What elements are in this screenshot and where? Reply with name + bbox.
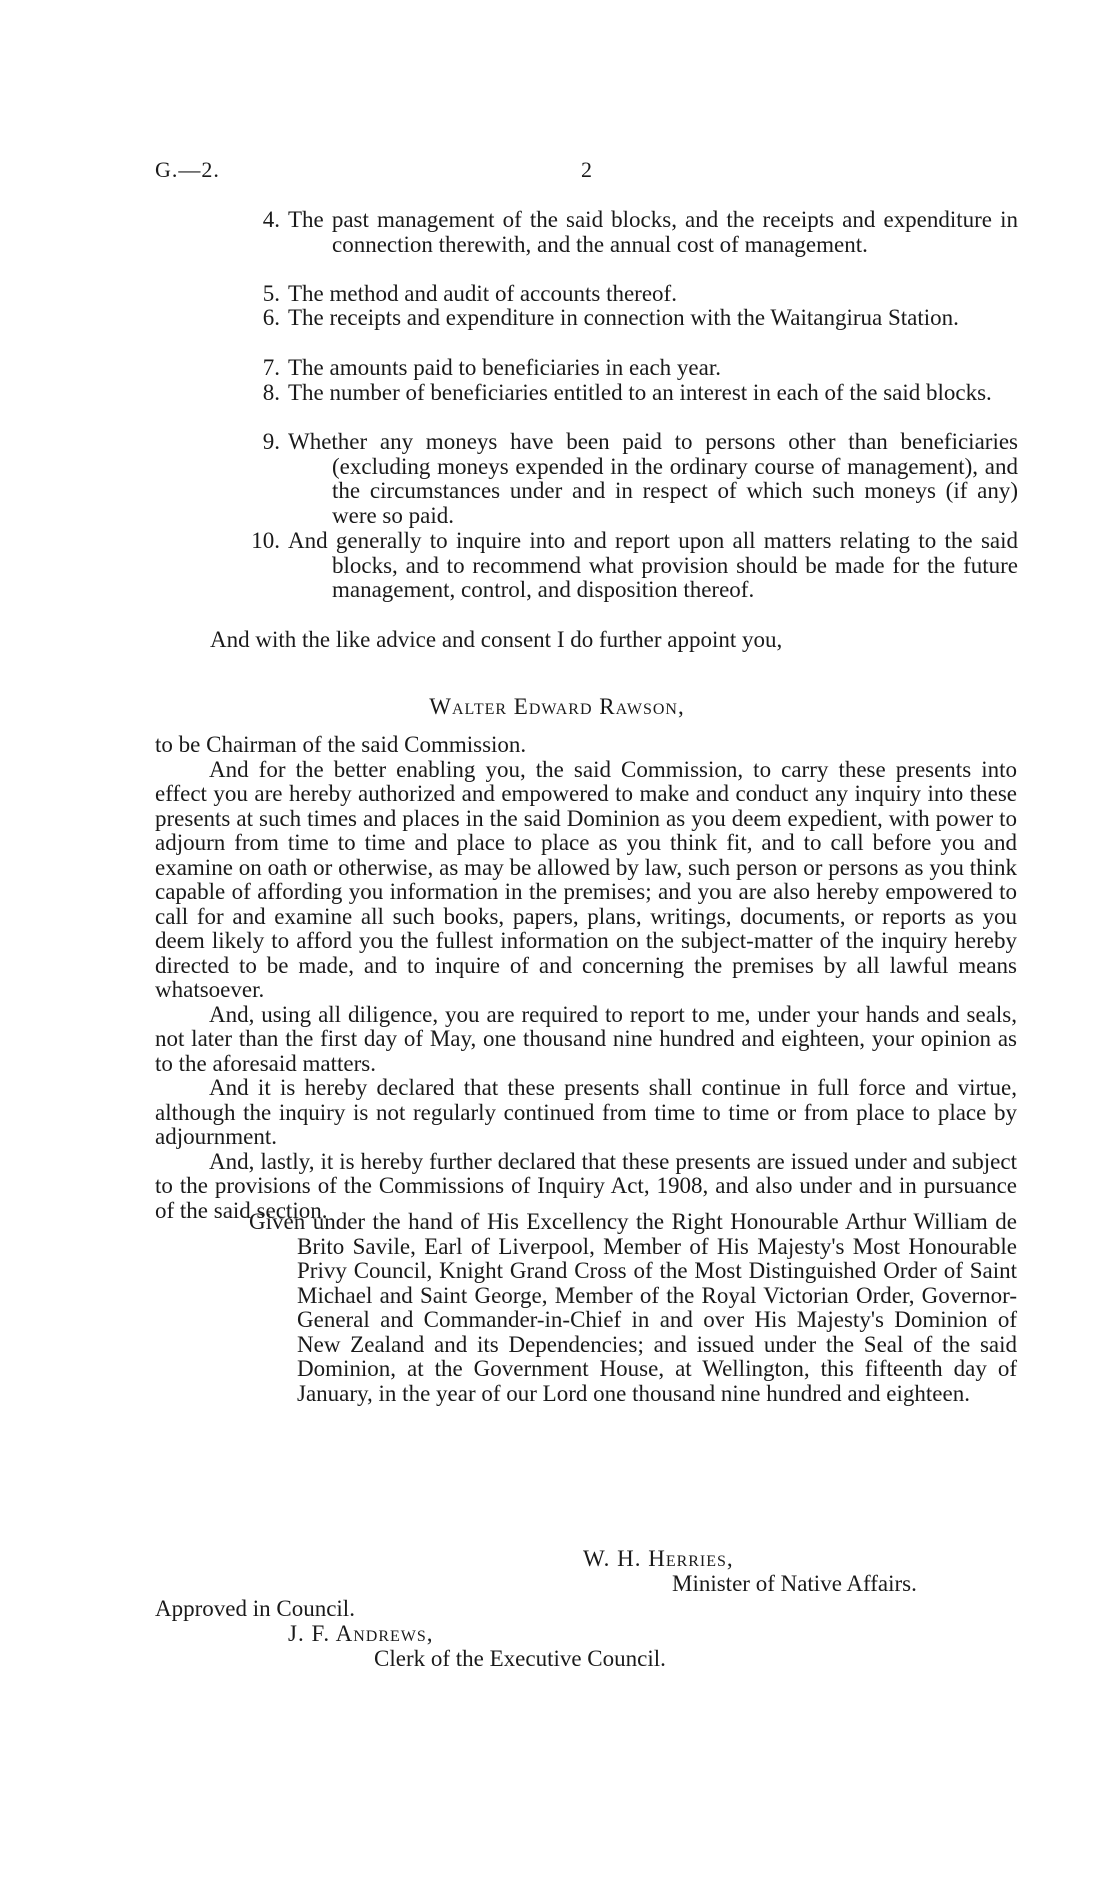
- chairman-line: to be Chairman of the said Commission.: [155, 732, 527, 757]
- list-item: [150, 306, 1018, 331]
- item-number: 8.: [262, 380, 280, 405]
- paragraph-lastly: And, lastly, it is hereby further declared that these presents are issued under and subject to the provisions of the Commissions of Inquiry Act, 1908, and also under and in pursuance of the said section.: [155, 1148, 1017, 1223]
- item-number: 10.: [251, 528, 280, 553]
- signature-herries-name: W. H. Herries,: [583, 1546, 734, 1571]
- paragraph-force: And it is hereby declared that these presents shall continue in full force and virtue, although the inquiry is not regularly continued from time to time or from place to place by adjournment.: [155, 1075, 1017, 1149]
- list-item: [150, 430, 1018, 528]
- given-under-text: Given under the hand of His Excellency the Right Honourable Arthur William de Brito Savile, Earl of Liverpool, Member of His Majesty's Most Honourable Privy Council, Knight Grand Cross of the Most Distinguished Order of Saint Michael and Saint George, Member of the Royal Victorian Order, Governor-General and Commander-in-Chief in and over His Majesty's Dominion of New Zealand and its Dependencies; and issued under the Seal of the said Dominion, at the Government House, at Wellington, this fifteenth day of January, in the year of our Lord one thousand nine hundred and eighteen.: [249, 1209, 1017, 1406]
- item-number: 4.: [262, 207, 280, 232]
- list-item: [150, 529, 1018, 603]
- list-item: [150, 208, 1018, 257]
- appoint-line: And with the like advice and consent I do further appoint you,: [210, 627, 783, 652]
- item-number: 5.: [262, 281, 280, 306]
- item-text: And generally to inquire into and report upon all matters relating to the said blocks, and to recommend what provision should be made for the future management, control, and disposition thereof.: [288, 528, 1018, 602]
- signature-andrews-title: Clerk of the Executive Council.: [374, 1646, 666, 1671]
- paragraph-report: And, using all diligence, you are required to report to me, under your hands and seals, not later than the first day of May, one thousand nine hundred and eighteen, your opinion as to the aforesaid matters.: [155, 1001, 1017, 1076]
- item-text: The past management of the said blocks, and the receipts and expenditure in connection therewith, and the annual cost of management.: [288, 207, 1018, 257]
- chairman-name: Walter Edward Rawson,: [429, 694, 685, 719]
- signature-herries-title: Minister of Native Affairs.: [672, 1571, 917, 1596]
- approved-in-council: Approved in Council.: [155, 1596, 355, 1621]
- page-number: 2: [581, 157, 592, 182]
- paragraph-powers: And for the better enabling you, the said Commission, to carry these presents into effect you are hereby authorized and empowered to make and conduct any inquiry into these presents at such times and places in the said Dominion as you deem expedient, with power to adjourn from time to time and place to place as you think fit, and to call before you and examine on oath or otherwise, as may be allowed by law, such person or persons as you think capable of affording you information in the premises; and you are also hereby empowered to call for and examine all such books, papers, plans, writings, documents, or reports as you deem likely to afford you the fullest information on the subject-matter of the inquiry hereby directed to be made, and to inquire of and concerning the premises by all lawful means whatsoever.: [155, 756, 1017, 1002]
- item-number: 6.: [262, 305, 280, 330]
- list-item: [150, 282, 1018, 307]
- item-text: Whether any moneys have been paid to persons other than beneficiaries (excluding moneys expended in the ordinary course of management), and the circumstances under and in respect of which such moneys (if any) were so paid.: [288, 429, 1018, 528]
- item-number: 9.: [262, 429, 280, 454]
- item-text: The amounts paid to beneficiaries in each year.: [288, 355, 721, 380]
- list-item: [150, 356, 1018, 381]
- list-item: [150, 381, 1018, 406]
- item-text: The number of beneficiaries entitled to an interest in each of the said blocks.: [288, 380, 992, 405]
- body-paragraphs: [155, 733, 1017, 1223]
- item-text: The receipts and expenditure in connection with the Waitangirua Station.: [288, 305, 959, 330]
- document-code: G.—2.: [155, 157, 220, 182]
- item-text: The method and audit of accounts thereof.: [288, 281, 677, 306]
- item-number: 7.: [262, 355, 280, 380]
- given-under-block: [249, 1210, 1017, 1406]
- signature-andrews-name: J. F. Andrews,: [288, 1621, 434, 1646]
